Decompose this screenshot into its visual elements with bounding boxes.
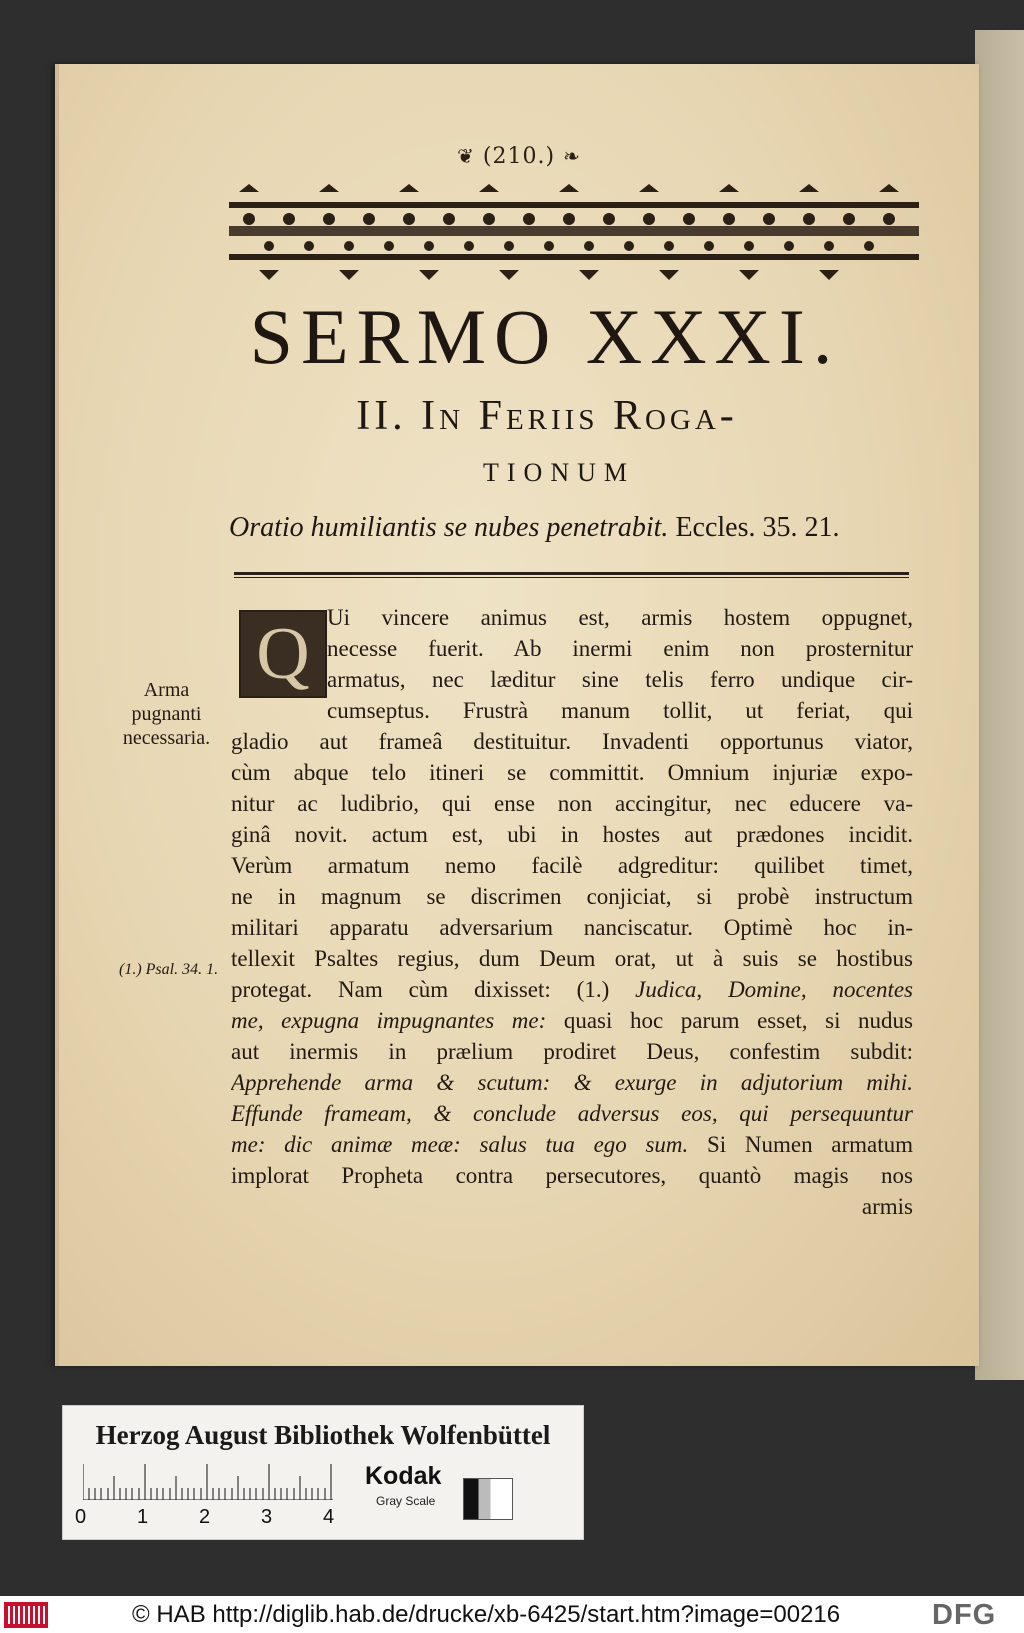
sermon-subtitle-continuation: TIONUM [483, 458, 635, 487]
body-line: militari apparatu adversarium nanciscatur. Optimè hoc in- [231, 915, 913, 940]
body-text: protegat. Nam cùm dixisset: (1.) [231, 977, 636, 1002]
body-line [231, 1005, 913, 1036]
epigraph-reference: Eccles. 35. 21. [675, 512, 840, 543]
ruler-scale [75, 1506, 375, 1530]
sermon-subtitle: II. In Feriis Roga- [356, 393, 738, 439]
divider-rule [234, 572, 909, 575]
body-line: tellexit Psaltes regius, dum Deum orat, ut à suis se hostibus [231, 946, 913, 971]
library-name: Herzog August Bibliothek Wolfenbüttel [95, 1420, 551, 1450]
book-page [55, 64, 979, 1366]
body-quote: Judica, Domine, nocentes [635, 977, 913, 1002]
body-text: Si Numen armatum [688, 1132, 913, 1157]
body-line: Verùm armatum nemo facilè adgreditur: quilibet timet, [231, 853, 913, 878]
body-text: quasi hoc parum esset, si nudus [546, 1008, 913, 1033]
body-line [231, 974, 913, 1005]
epigraph [229, 512, 929, 544]
ornament-right-icon: ❧ [563, 144, 581, 168]
kodak-brand: Kodak [365, 1462, 442, 1490]
ornament-left-icon: ❦ [457, 144, 475, 168]
body-line: cùm abque telo itineri se committit. Omnium injuriæ expo- [231, 760, 913, 785]
body-line: necesse fuerit. Ab inermi enim non prosternitur [327, 636, 913, 661]
next-page-edge [975, 30, 1024, 1380]
page-number [59, 144, 979, 169]
margin-note-reference: (1.) Psal. 34. 1. [119, 961, 219, 978]
body-line: ne in magnum se discrimen conjiciat, si probè instructum [231, 884, 913, 909]
margin-note: Arma pugnanti necessaria. [122, 679, 211, 749]
body-line: ginâ novit. actum est, ubi in hostes aut prædones incidit. [231, 822, 913, 847]
epigraph-quote: Oratio humiliantis se nubes penetrabit. [229, 512, 669, 543]
ruler-number: 2 [199, 1506, 211, 1528]
body-line [231, 1129, 913, 1160]
gray-scale-swatch [463, 1478, 513, 1520]
sermon-title: SERMO XXXI. [249, 293, 841, 380]
catchword: armis [861, 1194, 913, 1219]
body-line: cumseptus. Frustrà manum tollit, ut feriat, qui [327, 698, 913, 723]
ruler-number: 3 [261, 1506, 273, 1528]
page-number-text: (210.) [482, 144, 556, 169]
body-line: armatus, nec læditur sine telis ferro undique cir- [327, 667, 913, 692]
scan-label-card [62, 1405, 584, 1540]
footer-source-link[interactable]: © HAB http://diglib.hab.de/drucke/xb-6425/start.htm?image=00216 [132, 1601, 841, 1628]
body-line: aut inermis in prælium prodiret Deus, confestim subdit: [231, 1039, 913, 1064]
header-ornament-band [229, 184, 919, 284]
body-line: Effunde frameam, & conclude adversus eos, qui persequuntur [231, 1101, 913, 1126]
footer-bar [0, 1596, 1024, 1633]
sermon-body [231, 602, 913, 1222]
ruler-number: 4 [323, 1506, 335, 1528]
drop-cap-letter: Q [256, 613, 310, 695]
ruler-number: 1 [137, 1506, 149, 1528]
ruler-icon [83, 1464, 343, 1500]
gray-scale-label: Gray Scale [376, 1494, 436, 1508]
body-line: Ui vincere animus est, armis hostem oppugnet, [327, 605, 913, 630]
hab-logo-icon [4, 1602, 48, 1628]
dfg-logo: DFG [932, 1599, 997, 1631]
body-line: implorat Propheta contra persecutores, quantò magis nos [231, 1163, 913, 1188]
body-line: Apprehende arma & scutum: & exurge in adjutorium mihi. [231, 1070, 913, 1095]
body-quote: me: dic animæ meæ: salus tua ego sum. [231, 1132, 689, 1157]
body-line: nitur ac ludibrio, qui ense non accingitur, nec educere va- [231, 791, 913, 816]
body-quote: me, expugna impugnantes me: [231, 1008, 547, 1033]
body-line: gladio aut frameâ destituitur. Invadenti opportunus viator, [231, 729, 913, 754]
ruler-number: 0 [75, 1506, 87, 1528]
divider-rule-thin [234, 577, 909, 578]
